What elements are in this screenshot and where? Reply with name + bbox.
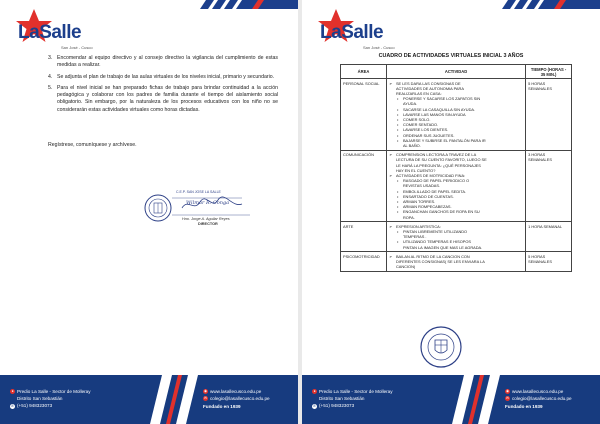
activity-text: TEMPERAS . — [402, 234, 427, 240]
activity-text: LECTURA DE SU CUENTO FAVORITO, LUEGO SE — [395, 157, 487, 163]
arrow-icon: ➢ — [388, 253, 393, 259]
bullet-icon: • — [396, 122, 399, 128]
header-stripes — [500, 0, 600, 9]
brand-name-post: Salle — [39, 22, 82, 43]
activity-text: PONERSE Y SACARSE LOS ZAPATOS SIN — [402, 96, 481, 102]
web-icon: ◉ — [203, 389, 208, 394]
list-item — [48, 74, 278, 81]
letter-items — [48, 55, 278, 118]
activity-text: ACTIVIDADES DE AUTONOMIA PARA — [395, 85, 464, 91]
activity-text: COMPRENSION LECTORA A TRAVEZ DE LA — [395, 152, 477, 158]
footer-address — [312, 388, 393, 410]
phone: (+51) 948323073 — [319, 403, 355, 409]
address-line-1: Predio La Salle - Sector de Molleray — [319, 389, 393, 394]
activity-text: HAY EN EL CUENTO? — [395, 167, 436, 173]
time-cell: 5 HORAS SEMANALES — [526, 79, 572, 151]
header-area: ÁREA — [341, 65, 387, 79]
activity-text: ENGANCHAN GANCHOS DE ROPA EN SU — [402, 209, 480, 215]
email-link[interactable]: colegio@lasallecusco.edu.pe — [512, 396, 572, 402]
activity-text: AYUDA. — [402, 101, 418, 107]
brand-name-post: Salle — [341, 22, 384, 43]
page-header — [0, 0, 298, 60]
arrow-icon: ➢ — [388, 80, 393, 86]
address-line-2: Distrito San Sebastián — [17, 396, 63, 402]
location-icon: ● — [313, 389, 316, 394]
closing-line: Regístrese, comuníquese y archívese. — [48, 142, 137, 148]
lasalle-logo — [14, 8, 124, 48]
activity-text: AL BAÑO. — [402, 142, 421, 148]
activity-text: ORDENAR SUS JUGUETES. — [402, 132, 455, 138]
phone-icon: ✆ — [11, 403, 14, 408]
bullet-icon: • — [396, 106, 399, 112]
phone: (+51) 948323073 — [17, 403, 53, 409]
brand-subtitle: San José - Cusco — [363, 45, 395, 50]
email-icon: ✉ — [204, 396, 207, 401]
time-cell: 3 HORAS SEMANALES — [526, 150, 572, 222]
bullet-icon: • — [396, 127, 399, 133]
item-text: Para el nivel inicial se han preparado fichas de trabajo para brindar continuidad a la acción pedagógica y colaborar con los padres de familia durante el tiempo del aislamiento social obligatorio. Sin embargo, por la naturaleza de los procesos educativos con los niño no se considerarán estas actividades virtuales como horas dictadas. — [57, 84, 278, 113]
activity-text: DIFERENTES CONSIGNAS( SE LES ENVIARA LA — [395, 259, 485, 264]
bullet-icon: • — [396, 198, 399, 204]
brand-name-pre: La — [18, 22, 40, 43]
activity-text: CANCION) — [395, 264, 416, 270]
spacer-icon — [10, 396, 15, 401]
address-line-1: Predio La Salle - Sector de Molleray — [17, 389, 91, 394]
table-row — [341, 252, 572, 272]
arrow-icon: ➢ — [388, 223, 393, 229]
signature: Wilmar R. Conga — [186, 200, 230, 206]
activity-text: SE LES DARA LAS CONSIGNAS DE — [395, 80, 461, 86]
activity-text: PINTAN LIBREMENTE UTILIZANDO — [402, 228, 468, 234]
arrow-icon: ➢ — [388, 172, 393, 178]
area-cell: PSICOMOTRICIDAD — [341, 252, 387, 272]
activity-text: COMER SOLO. — [402, 116, 431, 122]
brand-subtitle: San José - Cusco — [61, 45, 93, 50]
email-icon: ✉ — [506, 396, 509, 401]
item-number: 5. — [48, 84, 53, 91]
activity-text: EXPRESION ARTISTICA: — [395, 223, 441, 229]
address-line-2: Distrito San Sebastián — [319, 396, 365, 402]
lasalle-logo — [316, 8, 426, 48]
header-time: TIEMPO (HORAS - 35 MIN.) — [526, 65, 572, 79]
bullet-icon: • — [396, 239, 399, 245]
activity-text: ACTIVIDADES DE MOTRICIDAD FINA: — [395, 172, 466, 178]
arrow-icon: ➢ — [388, 152, 393, 158]
area-cell: PERSONAL SOCIAL — [341, 79, 387, 151]
area-cell: COMUNICACIÓN — [341, 150, 387, 222]
phone-icon: ✆ — [313, 403, 316, 408]
activity-cell — [386, 222, 525, 252]
activity-text: LAVARSE LAS MANOS SIN AYUDA — [402, 111, 466, 117]
activity-cell — [386, 79, 525, 151]
header-activity: ACTIVIDAD — [386, 65, 525, 79]
list-item — [48, 55, 278, 70]
area-cell: ARTE — [341, 222, 387, 252]
page-footer — [302, 375, 600, 424]
activity-text: ARMAN TORRES. — [402, 198, 436, 204]
activity-cell — [386, 150, 525, 222]
bullet-icon: • — [396, 111, 399, 117]
activity-text: SACARSE LA CASAQUILLA SIN AYUDA. — [402, 106, 476, 112]
activity-line — [389, 264, 523, 269]
bullet-icon: • — [396, 188, 399, 194]
website-link[interactable]: www.lasallecusco.edu.pe — [512, 389, 564, 394]
item-text: Se adjunta el plan de trabajo de las aulas virtuales de los niveles inicial, primario y secundario. — [57, 73, 275, 80]
signer-role: DIRECTOR — [198, 222, 218, 226]
item-number: 3. — [48, 55, 53, 61]
brand-name-pre: La — [320, 22, 342, 43]
bullet-icon: • — [396, 116, 399, 122]
time-cell: 5 HORAS SEMANALES — [526, 252, 572, 272]
bullet-icon: • — [396, 178, 399, 184]
bullet-icon: • — [396, 228, 399, 234]
table-row — [341, 222, 572, 252]
activity-text: ARMAN ROMPECABEZAS. — [402, 204, 452, 210]
activity-line — [389, 245, 523, 250]
bullet-icon: • — [396, 193, 399, 199]
schedule-title: CUADRO DE ACTIVIDADES VIRTUALES INICIAL 3 AÑOS — [378, 53, 524, 59]
table-body — [341, 79, 572, 272]
activity-line — [389, 143, 523, 148]
activity-text: REVISTAS USADAS. — [402, 183, 441, 189]
web-icon: ◉ — [505, 389, 510, 394]
spacer-icon — [312, 396, 317, 401]
item-number: 4. — [48, 73, 53, 80]
list-item — [48, 85, 278, 114]
school-seal-icon — [419, 325, 463, 369]
activity-text: COMER SENTADO. — [402, 122, 439, 128]
email-link[interactable]: colegio@lasallecusco.edu.pe — [210, 396, 270, 402]
bullet-icon: • — [396, 204, 399, 210]
schedule-page — [302, 0, 600, 424]
footer-contact — [203, 388, 270, 411]
page-footer — [0, 375, 298, 424]
page-header — [302, 0, 600, 60]
activity-text: LAVARSE LOS DIENTES. — [402, 127, 449, 133]
bullet-icon: • — [396, 137, 399, 143]
website-link[interactable]: www.lasallecusco.edu.pe — [210, 389, 262, 394]
header-stripes — [198, 0, 298, 9]
activity-cell — [386, 252, 525, 272]
activity-text: PINTAN LA IMAGEN QUE MAS LE AGRADA. — [402, 244, 483, 250]
table-header-row — [341, 65, 572, 79]
seal-text: C.E.P. SAN JOSE LA SALLE — [176, 190, 221, 194]
activity-line — [389, 215, 523, 220]
bullet-icon: • — [396, 96, 399, 102]
item-text: Encomendar al equipo directivo y al consejo directivo la vigilancia del cumplimiento de estas medidas a realizar. — [57, 55, 278, 69]
footer-address — [10, 388, 91, 410]
bullet-icon: • — [396, 209, 399, 215]
activity-text: EMBOLILLADO DE PAPEL SEDITA. — [402, 188, 467, 194]
activity-text: BAILAN AL RITMO DE LA CANCION CON — [395, 253, 470, 259]
letter-page — [0, 0, 298, 424]
activity-text: BAJARSE Y SUBIRSE EL PANTALÓN PARA IR — [402, 137, 486, 143]
activity-text: ROPA. — [402, 214, 415, 220]
table-row — [341, 150, 572, 222]
founded-text: Fundado en 1939 — [203, 404, 241, 410]
activity-text: REALIZARLAS EN CASA: — [395, 90, 442, 96]
seal-and-signature — [142, 186, 262, 236]
activity-text: UTILIZANDO TEMPERAS E HISOPOS — [402, 239, 471, 245]
table-row — [341, 79, 572, 151]
activity-text: RASGADO DE PAPEL PERIODICO O — [402, 178, 470, 184]
activity-text: LE HARÁ LA PREGUNTA: ¿QUÉ PERSONAJES — [395, 162, 481, 168]
footer-contact — [505, 388, 572, 411]
activity-text: ENSARTADO DE CUENTAS. — [402, 193, 454, 199]
location-icon: ● — [11, 389, 14, 394]
activities-table — [340, 64, 572, 272]
time-cell: 1 HORA SEMANAL — [526, 222, 572, 252]
bullet-icon: • — [396, 132, 399, 138]
signer-name: Hno. Jorge A. Aguilar Reyes — [182, 217, 230, 221]
founded-text: Fundado en 1939 — [505, 404, 543, 410]
